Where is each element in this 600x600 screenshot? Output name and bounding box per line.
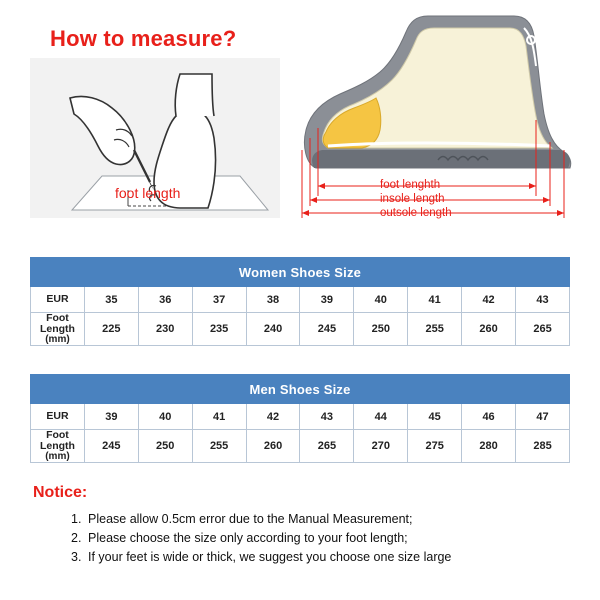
label-outsole-length: outsole length bbox=[380, 207, 452, 219]
illustration-area bbox=[0, 0, 600, 235]
cell-len-4: 260 bbox=[246, 430, 300, 463]
table-header-row bbox=[31, 258, 570, 287]
row-label-eur: EUR bbox=[31, 404, 85, 430]
cell-eur-8: 46 bbox=[462, 404, 516, 430]
page-title: How to measure? bbox=[50, 26, 237, 51]
foot-length-caption: foot length bbox=[115, 185, 181, 201]
list-item bbox=[33, 548, 583, 567]
label-foot-length: foot lenghth bbox=[380, 179, 441, 191]
list-item bbox=[33, 510, 583, 529]
cell-eur-7: 45 bbox=[408, 404, 462, 430]
row-label-foot-length bbox=[31, 313, 85, 346]
cell-eur-3: 37 bbox=[192, 287, 246, 313]
cell-eur-4: 38 bbox=[246, 287, 300, 313]
notice-section bbox=[33, 484, 583, 567]
notice-item-number: 3. bbox=[71, 550, 82, 564]
notice-item-number: 1. bbox=[71, 512, 82, 526]
cell-eur-9: 43 bbox=[516, 287, 570, 313]
row-label-foot-length-text: Foot Length bbox=[39, 429, 75, 452]
women-size-table-block bbox=[30, 257, 570, 346]
cell-eur-7: 41 bbox=[408, 287, 462, 313]
cell-len-1: 225 bbox=[84, 313, 138, 346]
cell-len-3: 235 bbox=[192, 313, 246, 346]
table-row bbox=[31, 430, 570, 463]
list-item bbox=[33, 529, 583, 548]
measurement-labels bbox=[380, 178, 452, 220]
label-insole-length: insole length bbox=[380, 193, 445, 205]
women-size-table bbox=[30, 257, 570, 346]
cell-len-3: 255 bbox=[192, 430, 246, 463]
cell-eur-5: 39 bbox=[300, 287, 354, 313]
table-header-row bbox=[31, 375, 570, 404]
row-label-foot-length-unit: (mm) bbox=[45, 451, 70, 462]
notice-item-text: If your feet is wide or thick, we suggest you choose one size large bbox=[88, 550, 452, 564]
row-label-eur: EUR bbox=[31, 287, 85, 313]
notice-item-number: 2. bbox=[71, 531, 82, 545]
cell-eur-1: 39 bbox=[84, 404, 138, 430]
cell-len-1: 245 bbox=[84, 430, 138, 463]
cell-eur-8: 42 bbox=[462, 287, 516, 313]
cell-len-5: 245 bbox=[300, 313, 354, 346]
cell-len-6: 270 bbox=[354, 430, 408, 463]
row-label-foot-length-text: Foot Length bbox=[39, 312, 75, 335]
cell-len-2: 230 bbox=[138, 313, 192, 346]
notice-item-text: Please choose the size only according to your foot length; bbox=[88, 531, 408, 545]
cell-len-6: 250 bbox=[354, 313, 408, 346]
men-size-table-block bbox=[30, 374, 570, 463]
table-row bbox=[31, 313, 570, 346]
men-size-table bbox=[30, 374, 570, 463]
notice-item-text: Please allow 0.5cm error due to the Manual Measurement; bbox=[88, 512, 413, 526]
cell-len-5: 265 bbox=[300, 430, 354, 463]
cell-eur-2: 40 bbox=[138, 404, 192, 430]
women-table-header: Women Shoes Size bbox=[31, 258, 570, 287]
cell-len-8: 260 bbox=[462, 313, 516, 346]
table-row bbox=[31, 287, 570, 313]
cell-eur-3: 41 bbox=[192, 404, 246, 430]
notice-list bbox=[33, 510, 583, 567]
row-label-foot-length bbox=[31, 430, 85, 463]
cell-eur-5: 43 bbox=[300, 404, 354, 430]
men-table-header: Men Shoes Size bbox=[31, 375, 570, 404]
cell-len-8: 280 bbox=[462, 430, 516, 463]
cell-len-4: 240 bbox=[246, 313, 300, 346]
cell-len-7: 275 bbox=[408, 430, 462, 463]
cell-len-9: 285 bbox=[516, 430, 570, 463]
cell-len-9: 265 bbox=[516, 313, 570, 346]
row-label-foot-length-unit: (mm) bbox=[45, 334, 70, 345]
table-row bbox=[31, 404, 570, 430]
cell-eur-4: 42 bbox=[246, 404, 300, 430]
cell-len-7: 255 bbox=[408, 313, 462, 346]
cell-eur-9: 47 bbox=[516, 404, 570, 430]
cell-eur-1: 35 bbox=[84, 287, 138, 313]
notice-title: Notice: bbox=[33, 484, 88, 501]
cell-eur-2: 36 bbox=[138, 287, 192, 313]
cell-eur-6: 40 bbox=[354, 287, 408, 313]
cell-eur-6: 44 bbox=[354, 404, 408, 430]
cell-len-2: 250 bbox=[138, 430, 192, 463]
